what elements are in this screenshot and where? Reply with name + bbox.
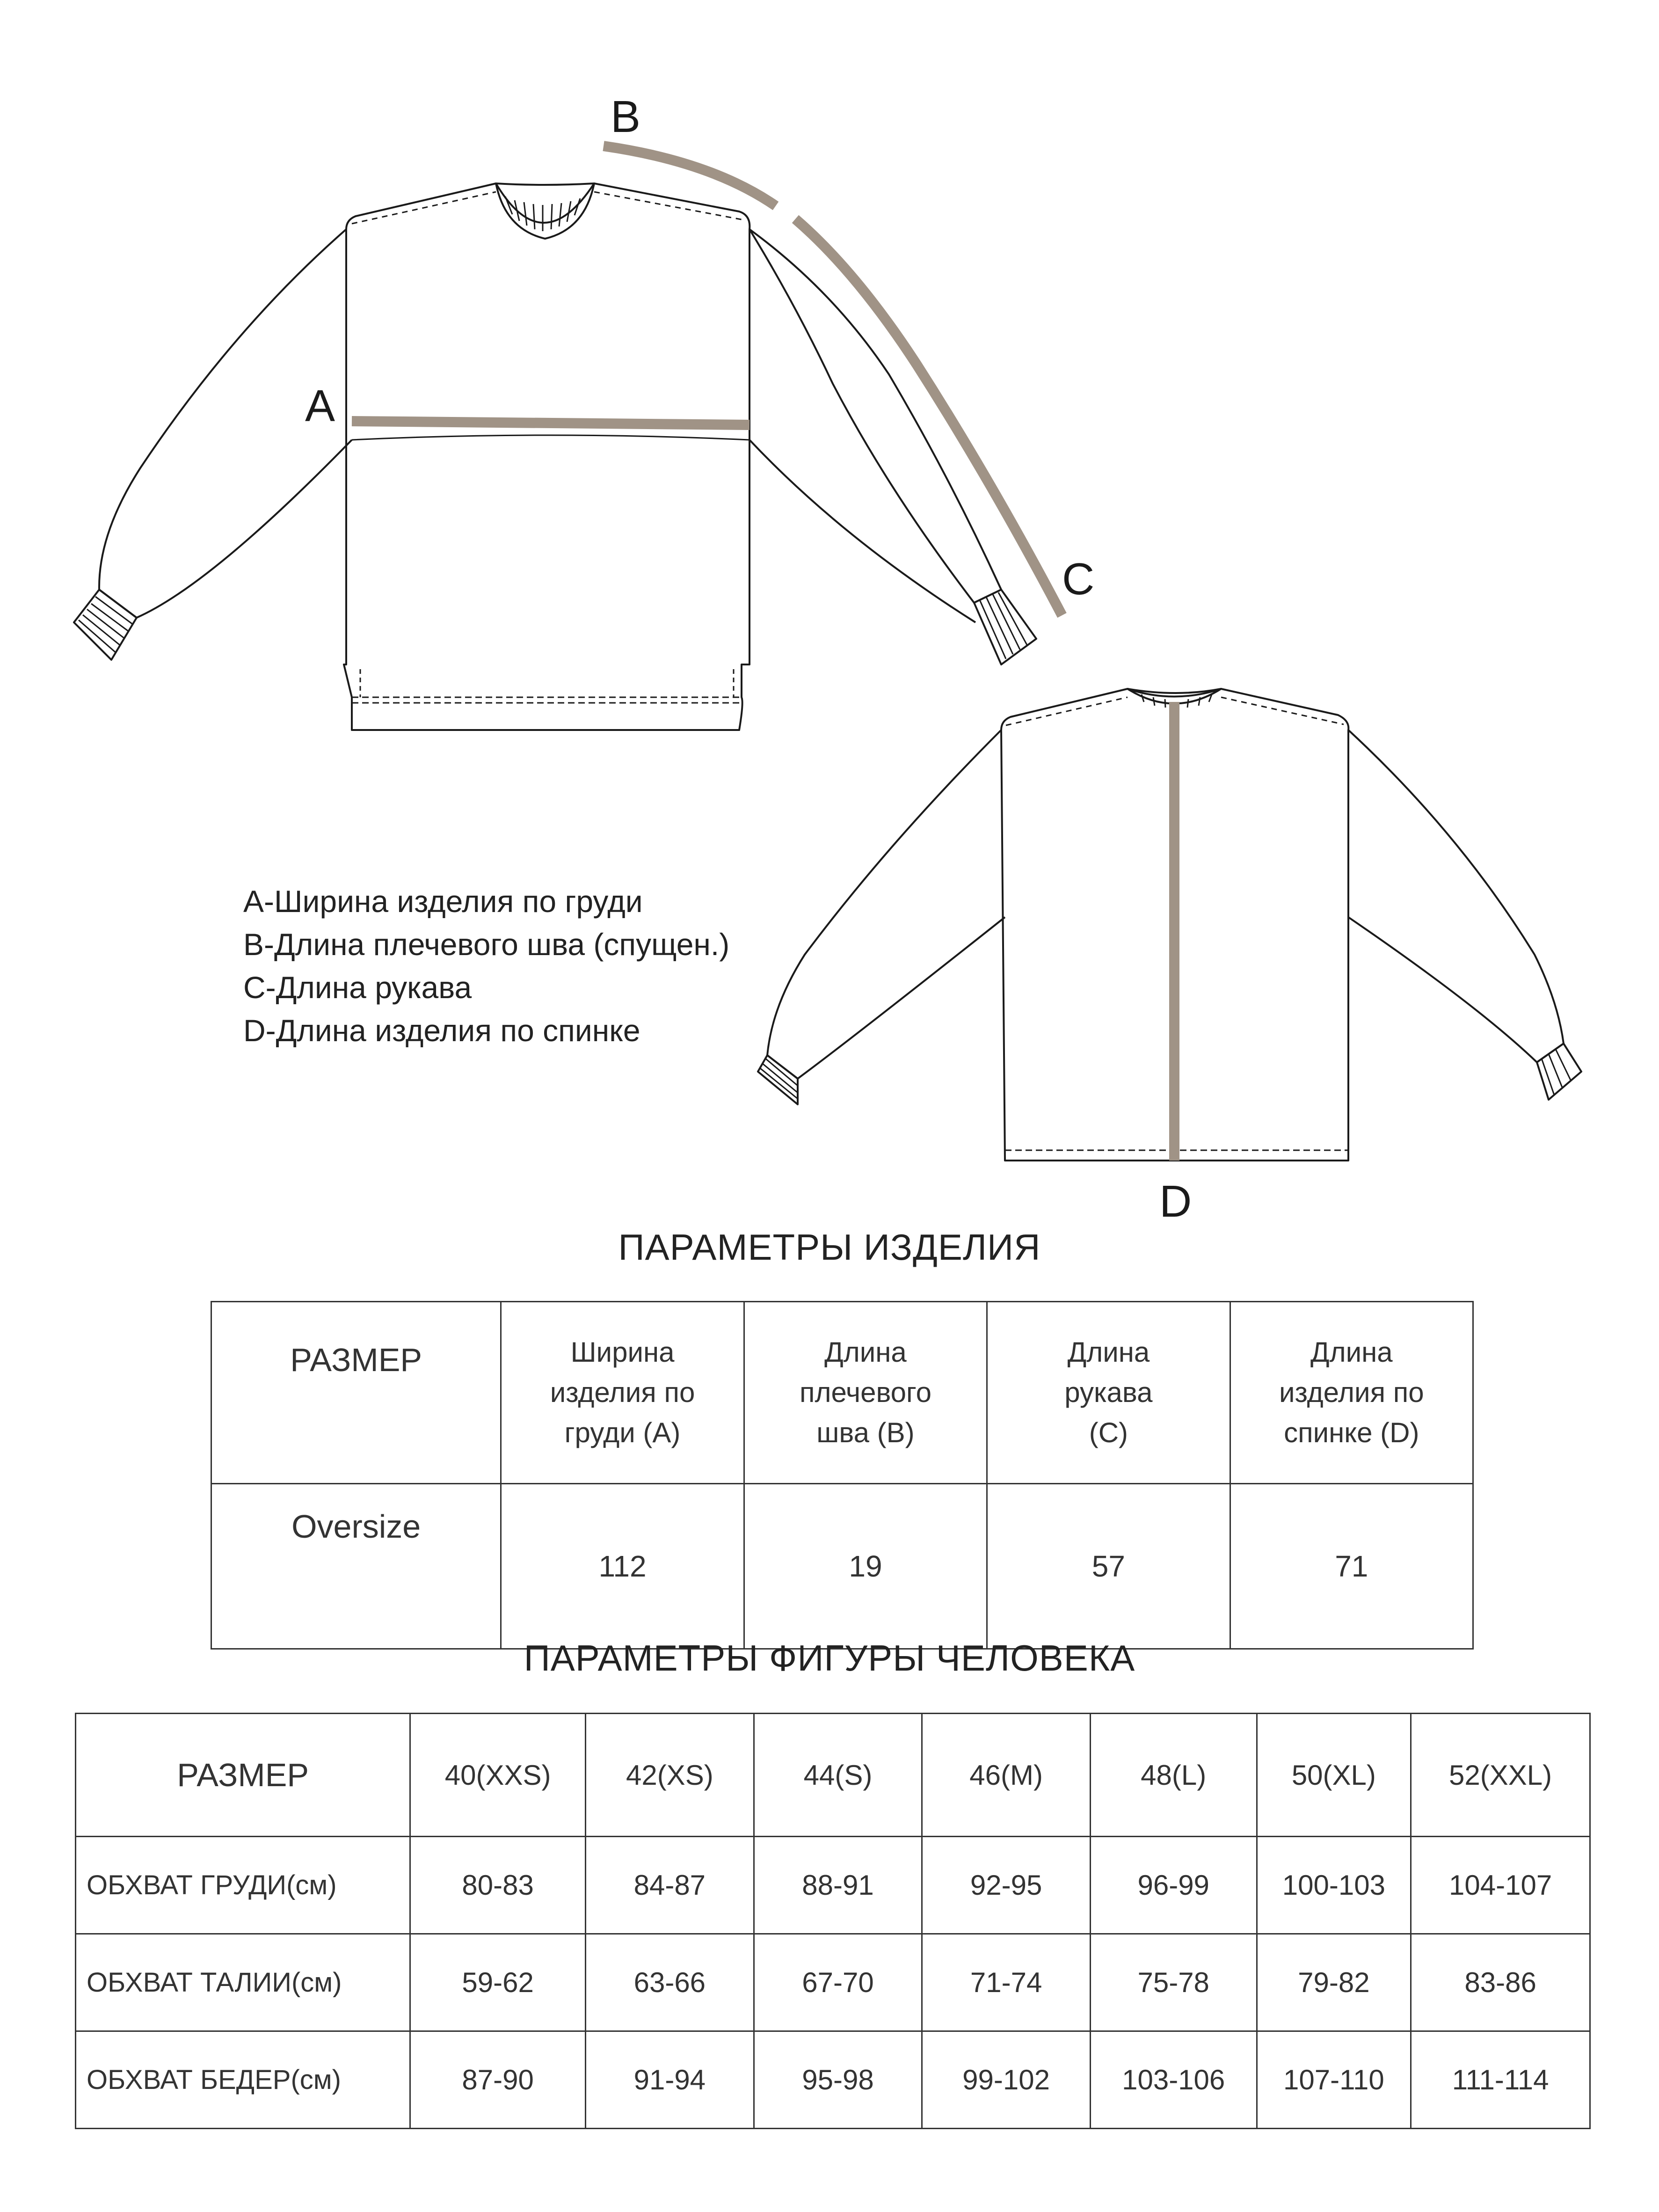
garment-value-chest-width: 112 <box>501 1484 744 1649</box>
back-right-cuff <box>1537 1044 1581 1100</box>
front-side-slit-stitch <box>360 669 734 697</box>
garment-size-header: РАЗМЕР <box>211 1302 501 1484</box>
legend-item-b: B-Длина плечевого шва (спущен.) <box>243 927 730 962</box>
body-cell: 80-83 <box>410 1837 586 1934</box>
body-size-col: 40(XXS) <box>410 1714 586 1837</box>
body-cell: 107-110 <box>1257 2031 1411 2129</box>
body-cell: 87-90 <box>410 2031 586 2129</box>
body-params-title: ПАРАМЕТРЫ ФИГУРЫ ЧЕЛОВЕКА <box>524 1637 1135 1679</box>
body-row-label: ОБХВАТ ГРУДИ(см) <box>76 1837 410 1934</box>
body-cell: 75-78 <box>1090 1934 1257 2031</box>
body-cell: 95-98 <box>754 2031 922 2129</box>
marker-a: A <box>305 381 335 431</box>
garment-value-shoulder-length: 19 <box>744 1484 987 1649</box>
front-body-outline <box>344 183 749 730</box>
body-cell: 92-95 <box>922 1837 1091 1934</box>
body-row-hips <box>76 2031 1590 2129</box>
front-neck-rib-lines <box>505 197 580 231</box>
measure-line-c <box>795 219 1062 615</box>
front-yoke-line <box>352 435 749 440</box>
body-cell: 59-62 <box>410 1934 586 2031</box>
body-cell: 111-114 <box>1411 2031 1590 2129</box>
garment-value-row <box>211 1484 1473 1649</box>
garment-value-back-length: 71 <box>1230 1484 1473 1649</box>
body-cell: 96-99 <box>1090 1837 1257 1934</box>
body-size-col: 52(XXL) <box>1411 1714 1590 1837</box>
front-view-sweatshirt <box>74 183 1036 730</box>
body-cell: 99-102 <box>922 2031 1091 2129</box>
front-right-sleeve <box>749 229 1001 603</box>
garment-col-chest-width: Ширина изделия по груди (А) <box>501 1302 744 1484</box>
body-size-col: 44(S) <box>754 1714 922 1837</box>
body-size-col: 50(XL) <box>1257 1714 1411 1837</box>
body-row-chest <box>76 1837 1590 1934</box>
marker-b: B <box>611 92 641 142</box>
garment-params-title: ПАРАМЕТРЫ ИЗДЕЛИЯ <box>618 1226 1041 1268</box>
marker-d: D <box>1159 1176 1192 1226</box>
measurement-legend <box>243 880 729 1052</box>
garment-col-shoulder-length: Длина плечевого шва (В) <box>744 1302 987 1484</box>
marker-c: C <box>1062 554 1095 604</box>
legend-item-d: D-Длина изделия по спинке <box>243 1013 640 1048</box>
body-size-col: 42(XS) <box>586 1714 754 1837</box>
front-measure-lines <box>352 146 1062 615</box>
body-row-waist <box>76 1934 1590 2031</box>
body-row-label: ОБХВАТ БЕДЕР(см) <box>76 2031 410 2129</box>
body-cell: 84-87 <box>586 1837 754 1934</box>
body-cell: 103-106 <box>1090 2031 1257 2129</box>
front-hem-stitch <box>352 697 742 703</box>
garment-col-sleeve-length: Длина рукава (С) <box>987 1302 1230 1484</box>
body-cell: 100-103 <box>1257 1837 1411 1934</box>
body-cell: 63-66 <box>586 1934 754 2031</box>
garment-size-value: Oversize <box>211 1484 501 1649</box>
front-right-cuff <box>974 590 1036 664</box>
back-right-sleeve <box>1348 730 1564 1062</box>
body-header-row <box>76 1714 1590 1837</box>
garment-params-table <box>211 1301 1474 1650</box>
garment-value-sleeve-length: 57 <box>987 1484 1230 1649</box>
body-size-header: РАЗМЕР <box>76 1714 410 1837</box>
body-cell: 79-82 <box>1257 1934 1411 2031</box>
garment-col-back-length: Длина изделия по спинке (D) <box>1230 1302 1473 1484</box>
legend-item-c: C-Длина рукава <box>243 970 472 1005</box>
legend-item-a: A-Ширина изделия по груди <box>243 884 643 919</box>
measure-line-b <box>604 146 776 206</box>
body-cell: 88-91 <box>754 1837 922 1934</box>
body-cell: 91-94 <box>586 2031 754 2129</box>
front-shoulder-seam <box>352 192 744 224</box>
body-row-label: ОБХВАТ ТАЛИИ(см) <box>76 1934 410 2031</box>
back-left-sleeve <box>767 730 1005 1079</box>
body-cell: 71-74 <box>922 1934 1091 2031</box>
body-size-col: 48(L) <box>1090 1714 1257 1837</box>
body-cell: 83-86 <box>1411 1934 1590 2031</box>
body-cell: 104-107 <box>1411 1837 1590 1934</box>
front-right-cuff-ribs <box>980 592 1027 659</box>
garment-header-row <box>211 1302 1473 1484</box>
measure-line-a <box>352 421 749 425</box>
body-cell: 67-70 <box>754 1934 922 2031</box>
body-size-col: 46(M) <box>922 1714 1091 1837</box>
body-params-table <box>75 1713 1591 2129</box>
